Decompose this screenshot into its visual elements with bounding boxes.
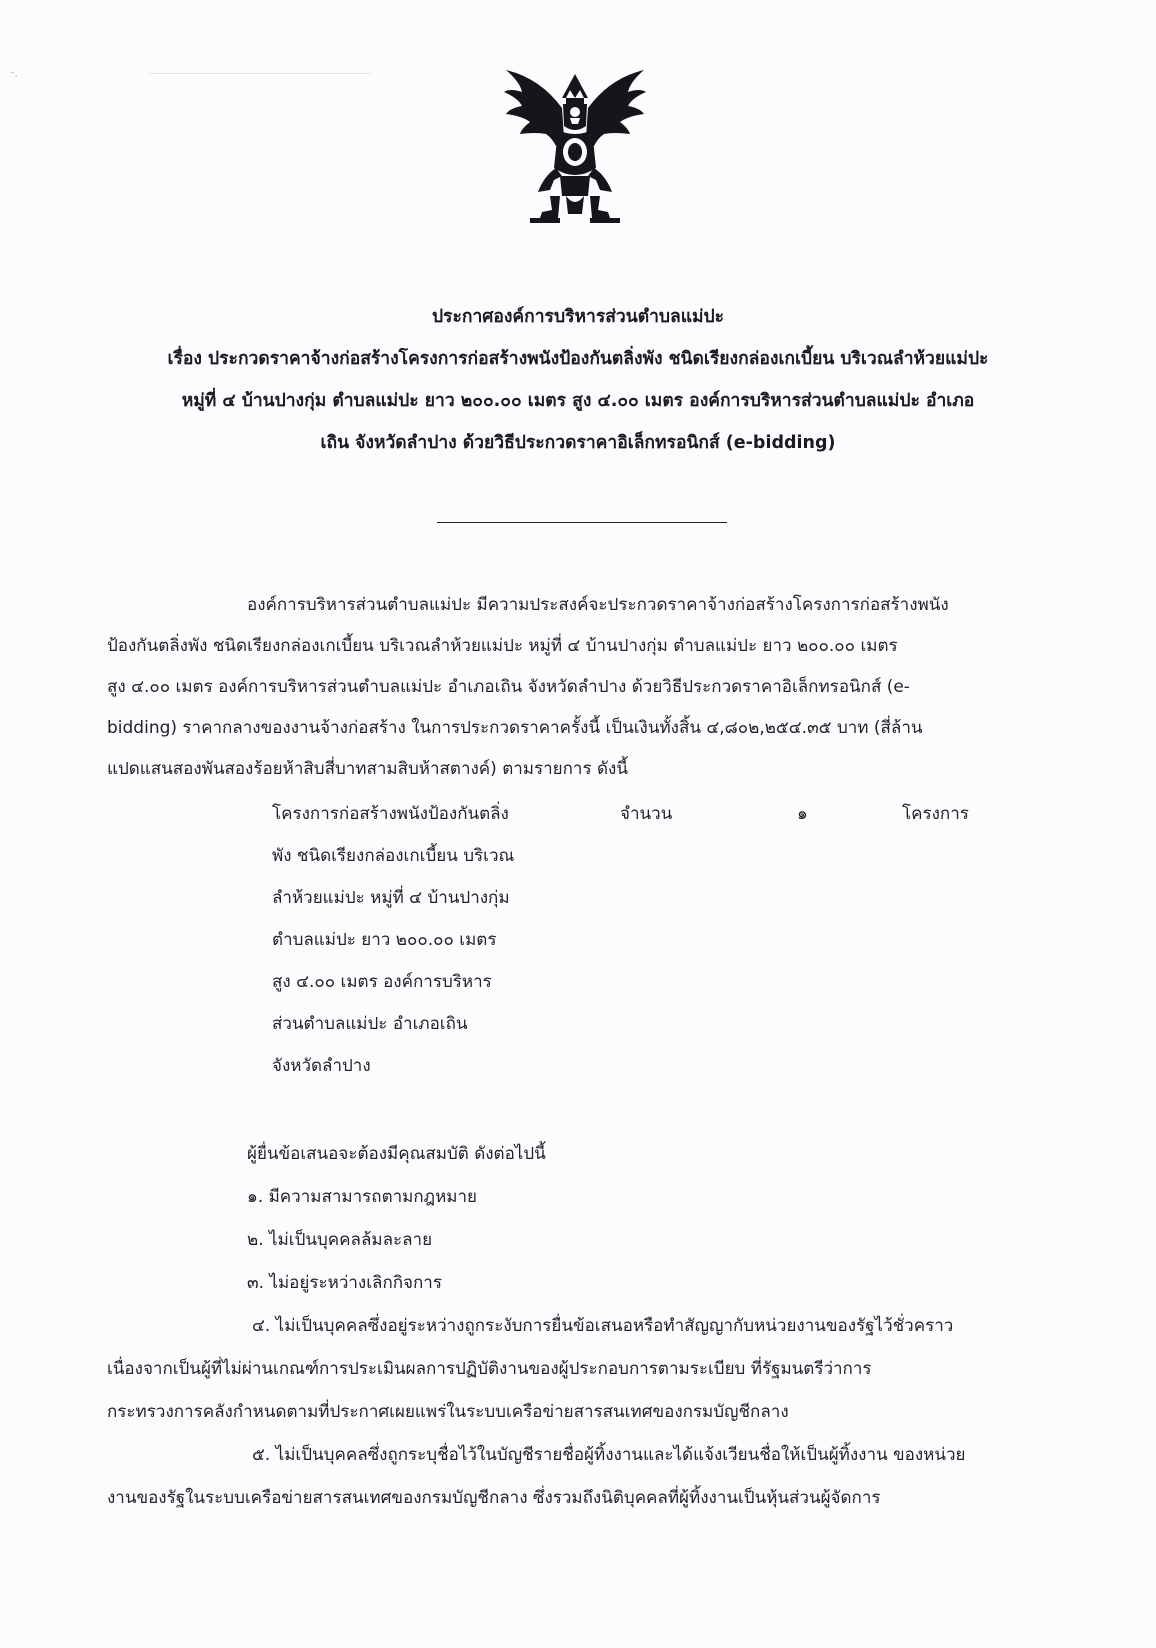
qualification-5-line-2: งานของรัฐในระบบเครือข่ายสารสนเทศของกรมบัญชีกลาง ซึ่งรวมถึงนิติบุคคลที่ผู้ทิ้งงานเป็นหุ้นส่วนผู้จัดการ	[107, 1488, 881, 1508]
item-desc-line: ลำห้วยแม่ปะ หมู่ที่ ๔ บ้านปางกุ่ม	[272, 888, 510, 908]
item-desc-line: พัง ชนิดเรียงกล่องเกเบี้ยน บริเวณ	[272, 846, 515, 866]
intro-line-3: สูง ๔.๐๐ เมตร องค์การบริหารส่วนตำบลแม่ปะ อำเภอเถิน จังหวัดลำปาง ด้วยวิธีประกวดราคาอิเล็กทรอนิกส์ (e-	[107, 677, 910, 697]
intro-line-4: bidding) ราคากลางของงานจ้างก่อสร้าง ในการประกวดราคาครั้งนี้ เป็นเงินทั้งสิ้น ๔,๘๐๒,๒๕๔.๓๕ บาท (สี่ล้าน	[107, 718, 923, 738]
title-heading: ประกาศองค์การบริหารส่วนตำบลแม่ปะ	[431, 307, 725, 327]
scan-artifact-line	[150, 73, 370, 74]
item-desc-line: ตำบลแม่ปะ ยาว ๒๐๐.๐๐ เมตร	[272, 930, 497, 950]
item-desc-line: สูง ๔.๐๐ เมตร องค์การบริหาร	[272, 972, 492, 992]
qualification-4-line-3: กระทรวงการคลังกำหนดตามที่ประกาศเผยแพร่ในระบบเครือข่ายสารสนเทศของกรมบัญชีกลาง	[107, 1402, 789, 1422]
title-subject-line-3: เถิน จังหวัดลำปาง ด้วยวิธีประกวดราคาอิเล็กทรอนิกส์ (e-bidding)	[320, 433, 836, 453]
title-subject-line-2: หมู่ที่ ๔ บ้านปางกุ่ม ตำบลแม่ปะ ยาว ๒๐๐.๐๐ เมตร สูง ๔.๐๐ เมตร องค์การบริหารส่วนตำบลแม่ปะ อำเภอ	[181, 391, 975, 411]
item-unit: โครงการ	[902, 804, 969, 824]
item-desc-line: ส่วนตำบลแม่ปะ อำเภอเถิน	[272, 1014, 468, 1034]
qualification-2: ๒. ไม่เป็นบุคคลล้มละลาย	[247, 1230, 433, 1250]
intro-paragraph	[107, 585, 1047, 790]
garuda-emblem-icon	[500, 68, 650, 226]
title-divider	[437, 522, 727, 523]
announcement-title	[90, 296, 1066, 464]
qualification-4-line-1: ๔. ไม่เป็นบุคคลซึ่งอยู่ระหว่างถูกระงับการยื่นข้อเสนอหรือทำสัญญากับหน่วยงานของรัฐไว้ชั่วคราว	[252, 1316, 954, 1336]
item-desc-line: จังหวัดลำปาง	[272, 1056, 371, 1076]
intro-line-5: แปดแสนสองพันสองร้อยห้าสิบสี่บาทสามสิบห้าสตางค์) ตามรายการ ดังนี้	[107, 759, 628, 779]
qualifications-section	[107, 1133, 1047, 1520]
qualification-1: ๑. มีความสามารถตามกฎหมาย	[247, 1187, 477, 1207]
title-subject-line-1: เรื่อง ประกวดราคาจ้างก่อสร้างโครงการก่อสร้างพนังป้องกันตลิ่งพัง ชนิดเรียงกล่องเกเบี้ยน บริเวณลำห้วยแม่ปะ	[167, 349, 989, 369]
qualification-3: ๓. ไม่อยู่ระหว่างเลิกกิจการ	[247, 1273, 442, 1293]
item-description	[272, 793, 572, 1087]
item-desc-line: โครงการก่อสร้างพนังป้องกันตลิ่ง	[272, 804, 509, 824]
intro-line-1: องค์การบริหารส่วนตำบลแม่ปะ มีความประสงค์จะประกวดราคาจ้างก่อสร้างโครงการก่อสร้างพนัง	[247, 595, 949, 615]
qualification-5-line-1: ๕. ไม่เป็นบุคคลซึ่งถูกระบุชื่อไว้ในบัญชีรายชื่อผู้ทิ้งงานและได้แจ้งเวียนชื่อให้เป็นผู้ทิ้งงาน ของหน่วย	[252, 1445, 966, 1465]
qualification-4-line-2: เนื่องจากเป็นผู้ที่ไม่ผ่านเกณฑ์การประเมินผลการปฏิบัติงานของผู้ประกอบการตามระเบียบ ที่รัฐมนตรีว่าการ	[107, 1359, 872, 1379]
qualifications-heading: ผู้ยื่นข้อเสนอจะต้องมีคุณสมบัติ ดังต่อไปนี้	[247, 1144, 546, 1164]
item-qty-value: ๑	[797, 804, 808, 824]
intro-line-2: ป้องกันตลิ่งพัง ชนิดเรียงกล่องเกเบี้ยน บริเวณลำห้วยแม่ปะ หมู่ที่ ๔ บ้านปางกุ่ม ตำบลแม่ปะ ยาว ๒๐๐.๐๐ เมตร	[107, 636, 898, 656]
scan-artifact: ⁻.	[10, 70, 18, 80]
item-qty-label: จำนวน	[620, 804, 673, 824]
